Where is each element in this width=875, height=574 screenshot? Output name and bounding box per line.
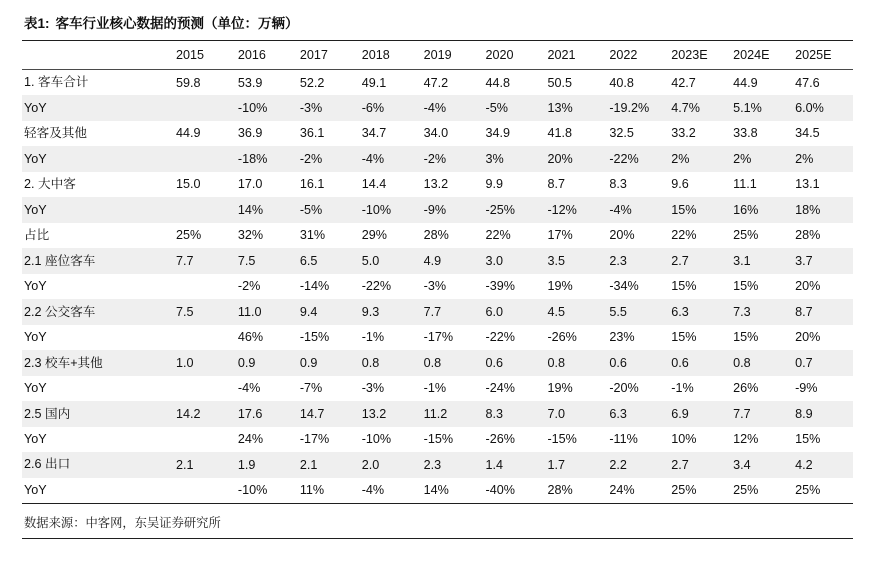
table-cell: -22% bbox=[361, 279, 392, 294]
column-header-row-label bbox=[22, 41, 172, 70]
table-cell: 26% bbox=[733, 381, 759, 396]
table-cell: 41.8 bbox=[547, 126, 572, 141]
table-cell: -25% bbox=[482, 197, 544, 222]
table-row bbox=[22, 146, 853, 171]
table-cell: 0.6 bbox=[482, 350, 544, 375]
column-header-2024e: 2024E bbox=[729, 41, 791, 70]
table-cell: 17.6 bbox=[234, 401, 296, 426]
table-cell: 20% bbox=[795, 279, 821, 294]
table-cell: 15% bbox=[671, 330, 697, 345]
table-cell: 4.7% bbox=[667, 95, 729, 120]
table-row bbox=[22, 299, 853, 324]
table-cell: 25% bbox=[176, 228, 202, 243]
table-cell: 2% bbox=[667, 146, 729, 171]
table-cell: -2% bbox=[237, 279, 261, 294]
table-row bbox=[22, 248, 853, 273]
table-cell bbox=[172, 427, 234, 452]
table-cell: 47.2 bbox=[423, 75, 449, 90]
table-cell: 11% bbox=[296, 478, 358, 504]
table-cell: 40.8 bbox=[609, 75, 634, 90]
table-cell: 7.5 bbox=[172, 299, 234, 324]
table-cell: -3% bbox=[423, 279, 447, 294]
table-cell: -4% bbox=[358, 146, 420, 171]
table-cell: 3.4 bbox=[729, 452, 791, 477]
table-cell: 3.5 bbox=[543, 248, 605, 273]
table-cell: -17% bbox=[299, 432, 330, 447]
table-cell: 24% bbox=[237, 432, 264, 447]
table-number-label: 表1: bbox=[24, 16, 50, 31]
table-cell bbox=[172, 478, 234, 504]
table-cell: 0.8 bbox=[729, 350, 791, 375]
table-cell: 34.0 bbox=[423, 126, 449, 141]
table-cell: 34.5 bbox=[795, 126, 820, 141]
table-cell: 44.9 bbox=[176, 126, 201, 141]
table-cell: -3% bbox=[361, 381, 385, 396]
table-cell: 13.2 bbox=[358, 401, 420, 426]
table-cell: -10% bbox=[234, 95, 296, 120]
table-cell: -15% bbox=[423, 432, 454, 447]
table-cell: 0.6 bbox=[667, 350, 729, 375]
table-cell: 11.0 bbox=[234, 299, 296, 324]
table-cell: 31% bbox=[299, 228, 326, 243]
table-cell: 3.1 bbox=[729, 248, 791, 273]
table-cell: -6% bbox=[358, 95, 420, 120]
table-cell: 11.2 bbox=[420, 401, 482, 426]
table-cell: 9.9 bbox=[485, 177, 504, 192]
table-cell: 6.9 bbox=[667, 401, 729, 426]
table-cell: 7.3 bbox=[729, 299, 791, 324]
table-cell: 13% bbox=[543, 95, 605, 120]
table-cell: 15% bbox=[795, 432, 821, 447]
table-cell: 8.3 bbox=[482, 401, 544, 426]
table-cell: 29% bbox=[361, 228, 387, 243]
table-cell bbox=[172, 376, 234, 401]
source-note: 数据来源：中客网，东吴证券研究所 bbox=[24, 515, 221, 530]
table-cell: -34% bbox=[609, 279, 639, 294]
table-row bbox=[22, 325, 853, 350]
table-cell: 10% bbox=[671, 432, 697, 447]
table-cell: 16% bbox=[729, 197, 791, 222]
table-row bbox=[22, 70, 853, 96]
table-cell: 9.4 bbox=[296, 299, 358, 324]
table-cell: 2% bbox=[729, 146, 791, 171]
table-cell: 52.2 bbox=[299, 75, 325, 90]
table-header bbox=[22, 41, 853, 70]
table-cell: -3% bbox=[296, 95, 358, 120]
page-title bbox=[22, 10, 853, 40]
table-cell: 25% bbox=[791, 478, 853, 504]
table-cell: 17.0 bbox=[237, 177, 263, 192]
table-cell: 19% bbox=[547, 279, 573, 294]
table-cell: 22% bbox=[671, 228, 697, 243]
column-header-2017: 2017 bbox=[296, 41, 358, 70]
column-header-2025e: 2025E bbox=[791, 41, 853, 70]
core-data-table bbox=[22, 40, 853, 504]
table-cell: 11.1 bbox=[733, 177, 757, 192]
table-cell: 12% bbox=[733, 432, 759, 447]
table-cell: -1% bbox=[671, 381, 694, 396]
table-cell: 6.0 bbox=[482, 299, 544, 324]
table-cell: 28% bbox=[543, 478, 605, 504]
table-cell: -5% bbox=[296, 197, 358, 222]
table-row bbox=[22, 197, 853, 222]
column-header-2019: 2019 bbox=[420, 41, 482, 70]
column-header-2015: 2015 bbox=[172, 41, 234, 70]
table-cell: -15% bbox=[547, 432, 577, 447]
table-cell: 14.2 bbox=[172, 401, 234, 426]
table-cell: 0.8 bbox=[420, 350, 482, 375]
column-header-2018: 2018 bbox=[358, 41, 420, 70]
row-label: 2. 大中客 bbox=[24, 177, 76, 192]
table-cell: -1% bbox=[423, 381, 447, 396]
table-cell: 34.9 bbox=[485, 126, 511, 141]
table-cell: 59.8 bbox=[176, 75, 201, 90]
table-cell: 13.2 bbox=[423, 177, 449, 192]
row-label: YoY bbox=[22, 146, 172, 171]
table-cell: 6.0% bbox=[791, 95, 853, 120]
table-cell: -1% bbox=[361, 330, 385, 345]
table-cell: 8.7 bbox=[791, 299, 853, 324]
row-label: 2.6 出口 bbox=[22, 452, 172, 477]
table-cell: -10% bbox=[234, 478, 296, 504]
column-header-2020: 2020 bbox=[482, 41, 544, 70]
table-cell: 7.7 bbox=[420, 299, 482, 324]
table-cell: 22% bbox=[485, 228, 511, 243]
table-cell: 53.9 bbox=[237, 75, 263, 90]
table-cell: 46% bbox=[237, 330, 264, 345]
column-header-2023e: 2023E bbox=[667, 41, 729, 70]
table-cell bbox=[172, 146, 234, 171]
table-cell: -4% bbox=[358, 478, 420, 504]
row-label: YoY bbox=[22, 197, 172, 222]
table-cell: -2% bbox=[420, 146, 482, 171]
table-cell: 2.1 bbox=[172, 452, 234, 477]
table-cell: -39% bbox=[485, 279, 515, 294]
table-cell: 3.7 bbox=[791, 248, 853, 273]
column-header-2021: 2021 bbox=[543, 41, 605, 70]
table-cell: 28% bbox=[795, 228, 821, 243]
table-cell: 17% bbox=[547, 228, 573, 243]
table-cell: 14% bbox=[234, 197, 296, 222]
table-cell: 4.2 bbox=[791, 452, 853, 477]
table-cell: 36.1 bbox=[299, 126, 325, 141]
table-cell: -22% bbox=[605, 146, 667, 171]
table-cell: 6.3 bbox=[605, 401, 667, 426]
table-cell: 9.3 bbox=[358, 299, 420, 324]
table-cell: -20% bbox=[609, 381, 639, 396]
row-label: YoY bbox=[22, 478, 172, 504]
table-cell: 6.3 bbox=[667, 299, 729, 324]
table-cell: -4% bbox=[237, 381, 261, 396]
table-cell: 42.7 bbox=[671, 75, 696, 90]
table-cell: 23% bbox=[609, 330, 635, 345]
row-label: YoY bbox=[22, 95, 172, 120]
table-cell: 33.8 bbox=[733, 126, 758, 141]
table-cell: -4% bbox=[605, 197, 667, 222]
table-cell: 36.9 bbox=[237, 126, 263, 141]
table-cell: 2% bbox=[791, 146, 853, 171]
table-cell: 1.9 bbox=[234, 452, 296, 477]
table-cell: 34.7 bbox=[361, 126, 387, 141]
table-cell: 44.8 bbox=[485, 75, 511, 90]
table-cell: 0.9 bbox=[234, 350, 296, 375]
table-cell: 2.7 bbox=[667, 248, 729, 273]
row-label: 2.1 座位客车 bbox=[22, 248, 172, 273]
table-cell: -17% bbox=[423, 330, 454, 345]
table-cell: 32% bbox=[237, 228, 264, 243]
table-row bbox=[22, 274, 853, 299]
table-cell: 18% bbox=[791, 197, 853, 222]
table-cell: 7.7 bbox=[729, 401, 791, 426]
table-cell: 49.1 bbox=[361, 75, 387, 90]
table-cell: -18% bbox=[234, 146, 296, 171]
table-cell: 0.8 bbox=[358, 350, 420, 375]
row-label: 1. 客车合计 bbox=[24, 75, 89, 90]
table-cell: 8.7 bbox=[547, 177, 565, 192]
table-title-text: 客车行业核心数据的预测（单位：万辆） bbox=[55, 16, 299, 31]
table-cell: -14% bbox=[299, 279, 330, 294]
table-cell: -15% bbox=[299, 330, 330, 345]
table-row bbox=[22, 95, 853, 120]
table-cell: 7.7 bbox=[172, 248, 234, 273]
table-cell: 14% bbox=[420, 478, 482, 504]
table-row bbox=[22, 121, 853, 146]
table-cell: -26% bbox=[485, 432, 515, 447]
table-row bbox=[22, 223, 853, 248]
table-row bbox=[22, 350, 853, 375]
table-cell: 2.3 bbox=[420, 452, 482, 477]
row-label: 2.3 校车+其他 bbox=[22, 350, 172, 375]
table-cell: -26% bbox=[547, 330, 577, 345]
table-cell: -5% bbox=[482, 95, 544, 120]
table-cell: -2% bbox=[296, 146, 358, 171]
table-cell: 16.1 bbox=[299, 177, 325, 192]
table-cell: 20% bbox=[543, 146, 605, 171]
table-cell: -12% bbox=[543, 197, 605, 222]
table-cell: -10% bbox=[361, 432, 392, 447]
table-cell: -11% bbox=[609, 432, 638, 447]
row-label: YoY bbox=[24, 330, 47, 345]
table-cell: 0.8 bbox=[543, 350, 605, 375]
table-cell: 15% bbox=[733, 279, 759, 294]
table-cell: 0.9 bbox=[296, 350, 358, 375]
table-cell: 2.1 bbox=[296, 452, 358, 477]
table-row bbox=[22, 172, 853, 197]
table-cell: -24% bbox=[485, 381, 515, 396]
row-label: YoY bbox=[24, 381, 47, 396]
table-cell: 50.5 bbox=[547, 75, 572, 90]
table-cell: 15.0 bbox=[176, 177, 201, 192]
table-cell: -7% bbox=[299, 381, 323, 396]
table-row bbox=[22, 427, 853, 452]
row-label: 2.5 国内 bbox=[22, 401, 172, 426]
table-cell: 8.3 bbox=[609, 177, 627, 192]
table-cell: 28% bbox=[423, 228, 449, 243]
table-cell bbox=[172, 274, 234, 299]
table-row bbox=[22, 376, 853, 401]
row-label: YoY bbox=[24, 432, 47, 447]
table-row bbox=[22, 478, 853, 504]
table-cell: 1.0 bbox=[172, 350, 234, 375]
table-cell: 4.9 bbox=[420, 248, 482, 273]
table-cell: 5.0 bbox=[358, 248, 420, 273]
table-cell: -19.2% bbox=[605, 95, 667, 120]
table-cell: -10% bbox=[358, 197, 420, 222]
table-row bbox=[22, 401, 853, 426]
table-cell: 15% bbox=[667, 197, 729, 222]
table-cell: 1.4 bbox=[482, 452, 544, 477]
table-cell: 3.0 bbox=[482, 248, 544, 273]
table-cell: 14.7 bbox=[296, 401, 358, 426]
table-cell: 7.5 bbox=[234, 248, 296, 273]
table-cell: 25% bbox=[733, 228, 759, 243]
table-cell: 15% bbox=[733, 330, 759, 345]
table-cell: -4% bbox=[420, 95, 482, 120]
table-header-row bbox=[22, 41, 853, 70]
table-cell: -22% bbox=[485, 330, 515, 345]
table-cell: 47.6 bbox=[795, 75, 820, 90]
table-cell: 2.7 bbox=[667, 452, 729, 477]
table-cell: 44.9 bbox=[733, 75, 758, 90]
table-cell: 33.2 bbox=[671, 126, 696, 141]
table-cell bbox=[172, 95, 234, 120]
row-label: YoY bbox=[24, 279, 47, 294]
row-label: 占比 bbox=[24, 228, 50, 243]
table-cell: 13.1 bbox=[795, 177, 820, 192]
table-cell: 15% bbox=[671, 279, 697, 294]
table-cell: 9.6 bbox=[671, 177, 689, 192]
table-cell bbox=[172, 197, 234, 222]
table-cell: 25% bbox=[667, 478, 729, 504]
table-cell: -40% bbox=[482, 478, 544, 504]
table-cell: 2.3 bbox=[605, 248, 667, 273]
table-cell: 6.5 bbox=[296, 248, 358, 273]
row-label: 2.2 公交客车 bbox=[22, 299, 172, 324]
table-cell: 20% bbox=[609, 228, 635, 243]
table-cell: 0.6 bbox=[605, 350, 667, 375]
table-cell: 32.5 bbox=[609, 126, 634, 141]
table-cell: 1.7 bbox=[543, 452, 605, 477]
table-cell: 5.5 bbox=[605, 299, 667, 324]
table-cell: -9% bbox=[420, 197, 482, 222]
table-cell: 20% bbox=[795, 330, 821, 345]
table-cell: 3% bbox=[482, 146, 544, 171]
table-cell: -9% bbox=[795, 381, 818, 396]
table-cell bbox=[172, 325, 234, 350]
table-cell: 2.0 bbox=[358, 452, 420, 477]
table-cell: 25% bbox=[729, 478, 791, 504]
row-label: 轻客及其他 bbox=[24, 126, 87, 141]
table-cell: 7.0 bbox=[543, 401, 605, 426]
column-header-2016: 2016 bbox=[234, 41, 296, 70]
table-cell: 8.9 bbox=[791, 401, 853, 426]
table-cell: 19% bbox=[547, 381, 573, 396]
table-cell: 5.1% bbox=[729, 95, 791, 120]
table-cell: 4.5 bbox=[543, 299, 605, 324]
table-cell: 2.2 bbox=[605, 452, 667, 477]
bottom-divider bbox=[22, 538, 853, 539]
table-cell: 24% bbox=[605, 478, 667, 504]
table-body bbox=[22, 70, 853, 504]
table-cell: 0.7 bbox=[791, 350, 853, 375]
table-row bbox=[22, 452, 853, 477]
column-header-2022: 2022 bbox=[605, 41, 667, 70]
table-cell: 14.4 bbox=[361, 177, 387, 192]
